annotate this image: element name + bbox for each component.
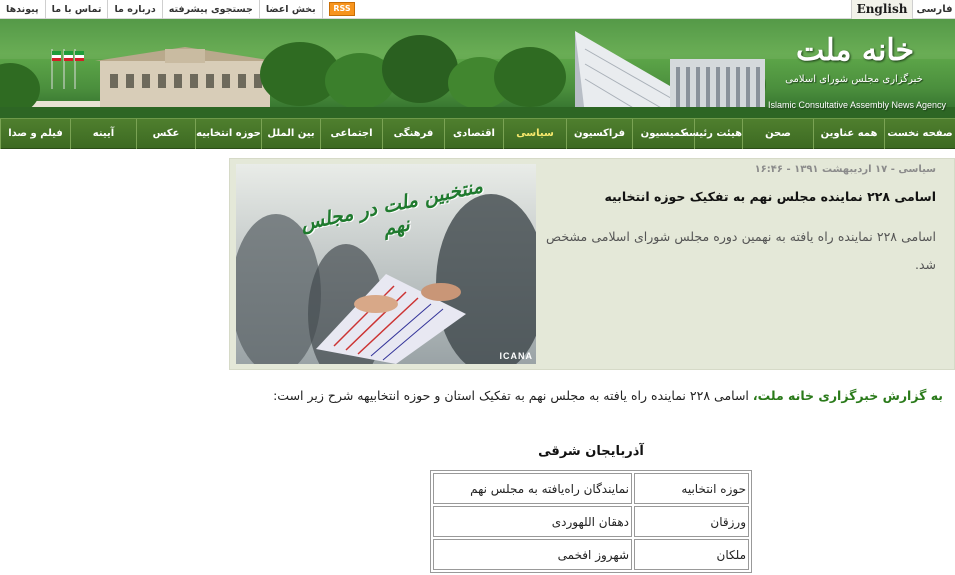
site-logo-subtitle: خبرگزاری مجلس شورای اسلامی xyxy=(785,74,923,85)
nav-mirror[interactable]: آیینه xyxy=(70,119,136,149)
nav-faction[interactable]: فراکسیون xyxy=(566,119,632,149)
featured-story-title[interactable]: اسامی ۲۲۸ نماینده مجلس نهم به تفکیک حوزه انتخابیه xyxy=(604,189,936,204)
table-header-constituency: حوزه انتخابیه xyxy=(634,473,749,504)
article-source: به گزارش خبرگزاری خانه ملت، xyxy=(752,388,943,403)
top-links xyxy=(0,0,323,19)
nav-film-and-audio[interactable]: فیلم و صدا xyxy=(0,119,70,149)
rss-icon[interactable]: RSS xyxy=(329,2,355,16)
nav-photo[interactable]: عکس xyxy=(136,119,195,149)
featured-image-caption: منتخبین ملت در مجلس نهم xyxy=(298,175,485,241)
nav-political[interactable]: سیاسی xyxy=(503,119,566,149)
icana-watermark: ICANA xyxy=(499,351,533,361)
site-logo[interactable]: خانه ملت xyxy=(795,33,915,68)
article-body xyxy=(233,382,943,410)
nav-cultural[interactable]: فرهنگی xyxy=(382,119,444,149)
links-link[interactable]: پیوندها xyxy=(0,0,46,19)
nav-session-floor[interactable]: صحن xyxy=(742,119,813,149)
table-row xyxy=(433,539,749,570)
about-us-link[interactable]: درباره ما xyxy=(108,0,162,19)
advanced-search-link[interactable]: جستجوی پیشرفته xyxy=(163,0,260,19)
representatives-table xyxy=(430,470,752,573)
nav-constituency[interactable]: حوزه انتخابیه xyxy=(195,119,261,149)
table-cell-representative: دهقان اللهوردی xyxy=(433,506,632,537)
table-cell-constituency: ورزقان xyxy=(634,506,749,537)
province-heading: آذربایجان شرقی xyxy=(538,444,644,459)
nav-international[interactable]: بین الملل xyxy=(261,119,320,149)
contact-us-link[interactable]: تماس با ما xyxy=(46,0,109,19)
site-logo-english: Islamic Consultative Assembly News Agency xyxy=(767,100,947,110)
english-language-link[interactable]: English xyxy=(851,0,913,19)
nav-presiding-board[interactable]: هیئت رئیسه xyxy=(694,119,742,149)
nav-home[interactable]: صفحه نخست xyxy=(884,119,955,149)
table-cell-representative: شهروز افخمی xyxy=(433,539,632,570)
flags-icon xyxy=(52,49,84,89)
nav-social[interactable]: اجتماعی xyxy=(320,119,382,149)
featured-story-date: سیاسی - ۱۷ اردیبهشت ۱۳۹۱ - ۱۶:۴۶ xyxy=(754,164,936,175)
table-header-row xyxy=(433,473,749,504)
table-row xyxy=(433,506,749,537)
nav-economic[interactable]: اقتصادی xyxy=(444,119,503,149)
members-section-link[interactable]: بخش اعضا xyxy=(260,0,323,19)
featured-story xyxy=(229,158,955,370)
featured-story-lead: اسامی ۲۲۸ نماینده راه یافته به نهمین دوره مجلس شورای اسلامی مشخص شد. xyxy=(546,229,937,272)
farsi-language-link[interactable]: فارسی xyxy=(916,4,953,15)
nav-all-headlines[interactable]: همه عناوین xyxy=(813,119,884,149)
main-nav xyxy=(0,118,955,149)
article-body-text: اسامی ۲۲۸ نماینده راه یافته به مجلس نهم به تفکیک استان و حوزه انتخابیهه شرح زیر است: xyxy=(273,388,753,403)
table-header-representatives: نمایندگان راه‌یافته به مجلس نهم xyxy=(433,473,632,504)
nav-commission[interactable]: کمیسیون xyxy=(632,119,694,149)
header-banner xyxy=(0,19,955,118)
featured-story-image[interactable] xyxy=(236,164,536,364)
top-bar xyxy=(0,0,955,19)
table-cell-constituency: ملکان xyxy=(634,539,749,570)
